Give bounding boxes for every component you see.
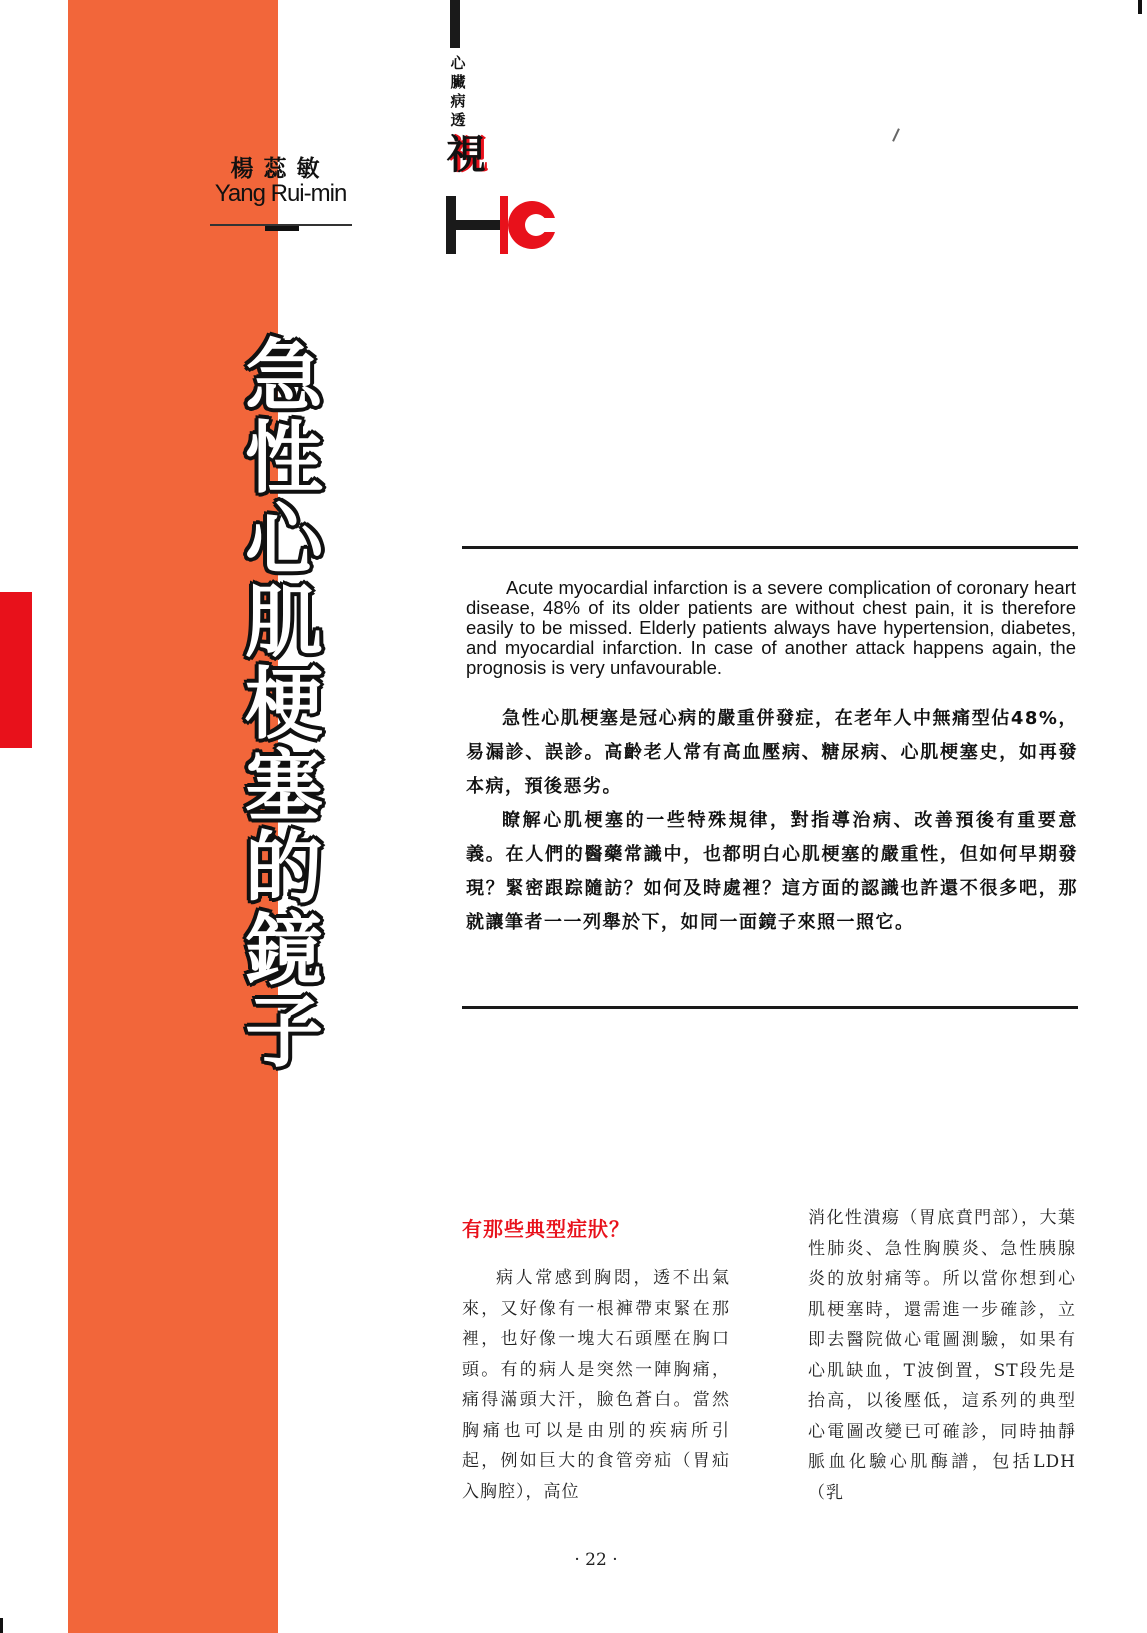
column-label-char: 透 (450, 111, 466, 129)
title-char: 心 (244, 496, 323, 586)
body-column-right: 消化性潰瘍（胃底賁門部），大葉性肺炎、急性胸膜炎、急性胰腺炎的放射痛等。所以當你想到心肌梗塞時，還需進一步確診，立即去醫院做心電圖測驗，如果有心肌缺血，T波倒置，ST段先是抬高，以後壓低，這系列的典型心電圖改變已可確診，同時抽靜脈血化驗心肌酶譜，包括LDH（乳 (808, 1208, 1076, 1503)
column-label-char: 臟 (450, 73, 466, 91)
title-char: 梗 (244, 660, 323, 750)
title-char: 塞 (244, 742, 323, 832)
author-name-cn: 楊蕊敏 (230, 156, 330, 182)
section-heading: 有那些典型症狀？ (462, 1217, 630, 1241)
body-column-left: 病人常感到胸悶，透不出氣來，又好像有一根褲帶束緊在那裡，也好像一塊大石頭壓在胸口頭。有的病人是突然一陣胸痛，痛得滿頭大汗，臉色蒼白。當然胸痛也可以是由別的疾病所引起，例如巨大的食管旁疝（胃疝入胸腔），高位 (462, 1268, 730, 1502)
title-char: 性 (244, 414, 323, 504)
author-name-en: Yang Rui-min (214, 180, 347, 207)
title-char: 鏡 (244, 906, 323, 996)
abstract-bottom-rule (462, 1006, 1078, 1009)
page-number: · 22 · (574, 1550, 618, 1570)
corner-mark (1138, 0, 1142, 14)
column-label-big: 視 (446, 132, 486, 178)
corner-mark-bottom (0, 1618, 3, 1633)
abstract-english (466, 578, 1076, 678)
author-tick (265, 226, 299, 231)
article-title (236, 332, 332, 1078)
column-label (446, 54, 470, 130)
abstract-english-text: Acute myocardial infarction is a severe complication of coronary heart disease, 48% of its older patients are without chest pain, it is therefore easily to be missed. Elderly patients always have hypertension, diabetes, and myocardial infarction. In case of another attack happens again, the prognosis is very unfavourable. (466, 577, 1076, 678)
title-char: 的 (244, 824, 323, 914)
stray-mark (892, 128, 900, 142)
abstract-top-rule (462, 546, 1078, 549)
title-char: 肌 (244, 578, 323, 668)
column-label-char: 心 (450, 54, 466, 72)
red-edge-tab (0, 592, 32, 748)
column-bar (450, 0, 460, 48)
abstract-chinese (466, 702, 1078, 940)
title-char: 子 (244, 988, 323, 1078)
title-char: 急 (244, 332, 323, 422)
hc-logo (446, 196, 566, 258)
abstract-paragraph: 瞭解心肌梗塞的一些特殊規律，對指導治病、改善預後有重要意義。在人們的醫藥常識中，也都明白心肌梗塞的嚴重性，但如何早期發現？緊密跟踪隨訪？如何及時處裡？這方面的認識也許還不很多吧，那就讓筆者一一列舉於下，如同一面鏡子來照一照它。 (466, 810, 1078, 933)
abstract-paragraph: 急性心肌梗塞是冠心病的嚴重併發症，在老年人中無痛型佔48%，易漏診、誤診。高齡老人常有高血壓病、糖尿病、心肌梗塞史，如再發本病，預後惡劣。 (466, 708, 1078, 797)
column-label-char: 病 (450, 92, 466, 110)
